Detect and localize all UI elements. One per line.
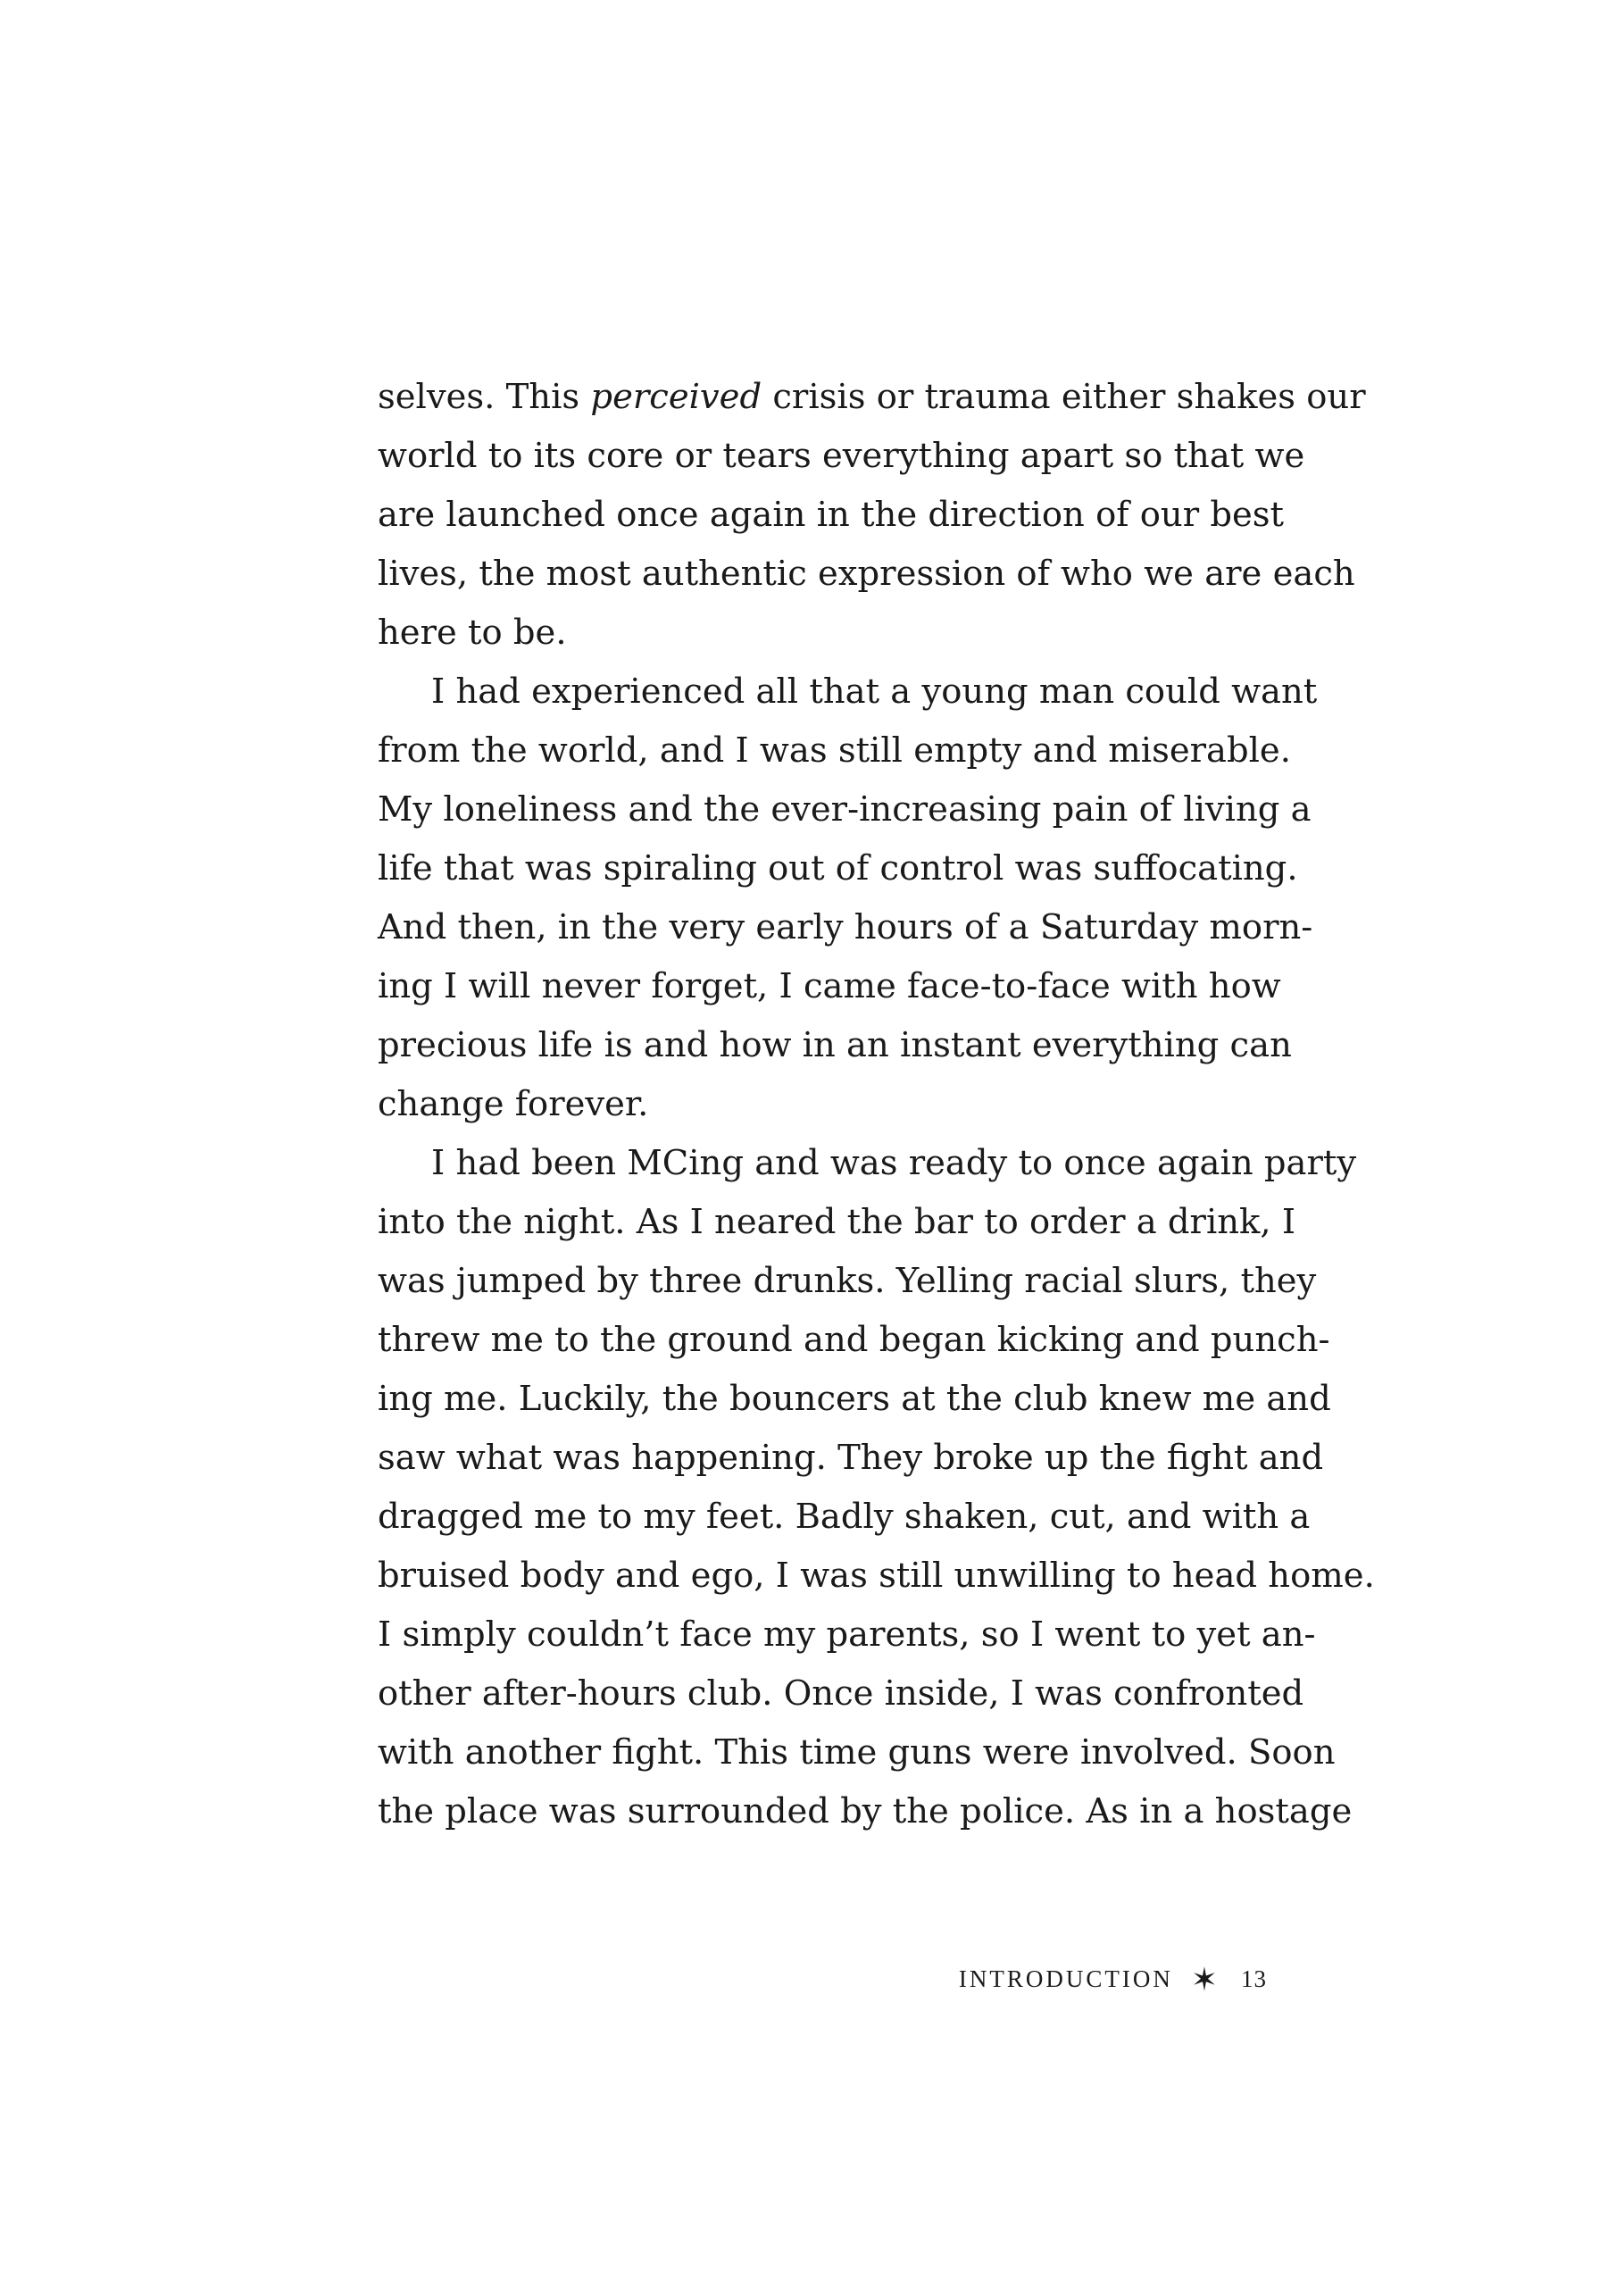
body-text <box>378 368 1375 1841</box>
text-line: saw what was happening. They broke up the fight and <box>378 1438 1324 1478</box>
text-line: dragged me to my feet. Badly shaken, cut, and with a <box>378 1497 1311 1537</box>
text-line: ing I will never forget, I came face-to-face with how <box>378 966 1281 1006</box>
text-line: I had been MCing and was ready to once again party <box>431 1143 1357 1183</box>
section-title: INTRODUCTION <box>958 1965 1173 1992</box>
text-line: are launched once again in the direction of our best <box>378 495 1285 535</box>
running-footer <box>804 1961 1267 1998</box>
text-line: selves. This perceived crisis or trauma either shakes our <box>378 377 1366 417</box>
text-line: My loneliness and the ever-increasing pain of living a <box>378 789 1312 830</box>
text-line: ing me. Luckily, the bouncers at the club knew me and <box>378 1379 1331 1419</box>
text-line: other after-hours club. Once inside, I was confronted <box>378 1673 1304 1714</box>
text-line: the place was surrounded by the police. As in a hostage <box>378 1791 1353 1831</box>
italic-emphasis: perceived <box>590 377 762 417</box>
text-line: threw me to the ground and began kicking and punch- <box>378 1320 1330 1360</box>
text-line: precious life is and how in an instant everything can <box>378 1025 1292 1065</box>
text-line: into the night. As I neared the bar to order a drink, I <box>378 1202 1296 1242</box>
star-ornament-icon: ✶ <box>1190 1962 1218 1998</box>
text-line: I had experienced all that a young man could want <box>431 672 1318 712</box>
text-line: I simply couldn’t face my parents, so I went to yet an- <box>378 1614 1316 1655</box>
text-line: bruised body and ego, I was still unwilling to head home. <box>378 1556 1375 1596</box>
text-line: was jumped by three drunks. Yelling racial slurs, they <box>378 1261 1317 1301</box>
text-line: here to be. <box>378 613 567 653</box>
page-number: 13 <box>1241 1965 1267 1992</box>
text-line: from the world, and I was still empty and miserable. <box>378 730 1291 771</box>
text-line: lives, the most authentic expression of who we are each <box>378 554 1355 594</box>
text-line: with another fight. This time guns were involved. Soon <box>378 1732 1336 1773</box>
text-line: life that was spiraling out of control was suffocating. <box>378 848 1298 889</box>
text-line: change forever. <box>378 1084 649 1124</box>
text-line: world to its core or tears everything apart so that we <box>378 436 1305 476</box>
text-line: And then, in the very early hours of a Saturday morn- <box>378 907 1313 947</box>
